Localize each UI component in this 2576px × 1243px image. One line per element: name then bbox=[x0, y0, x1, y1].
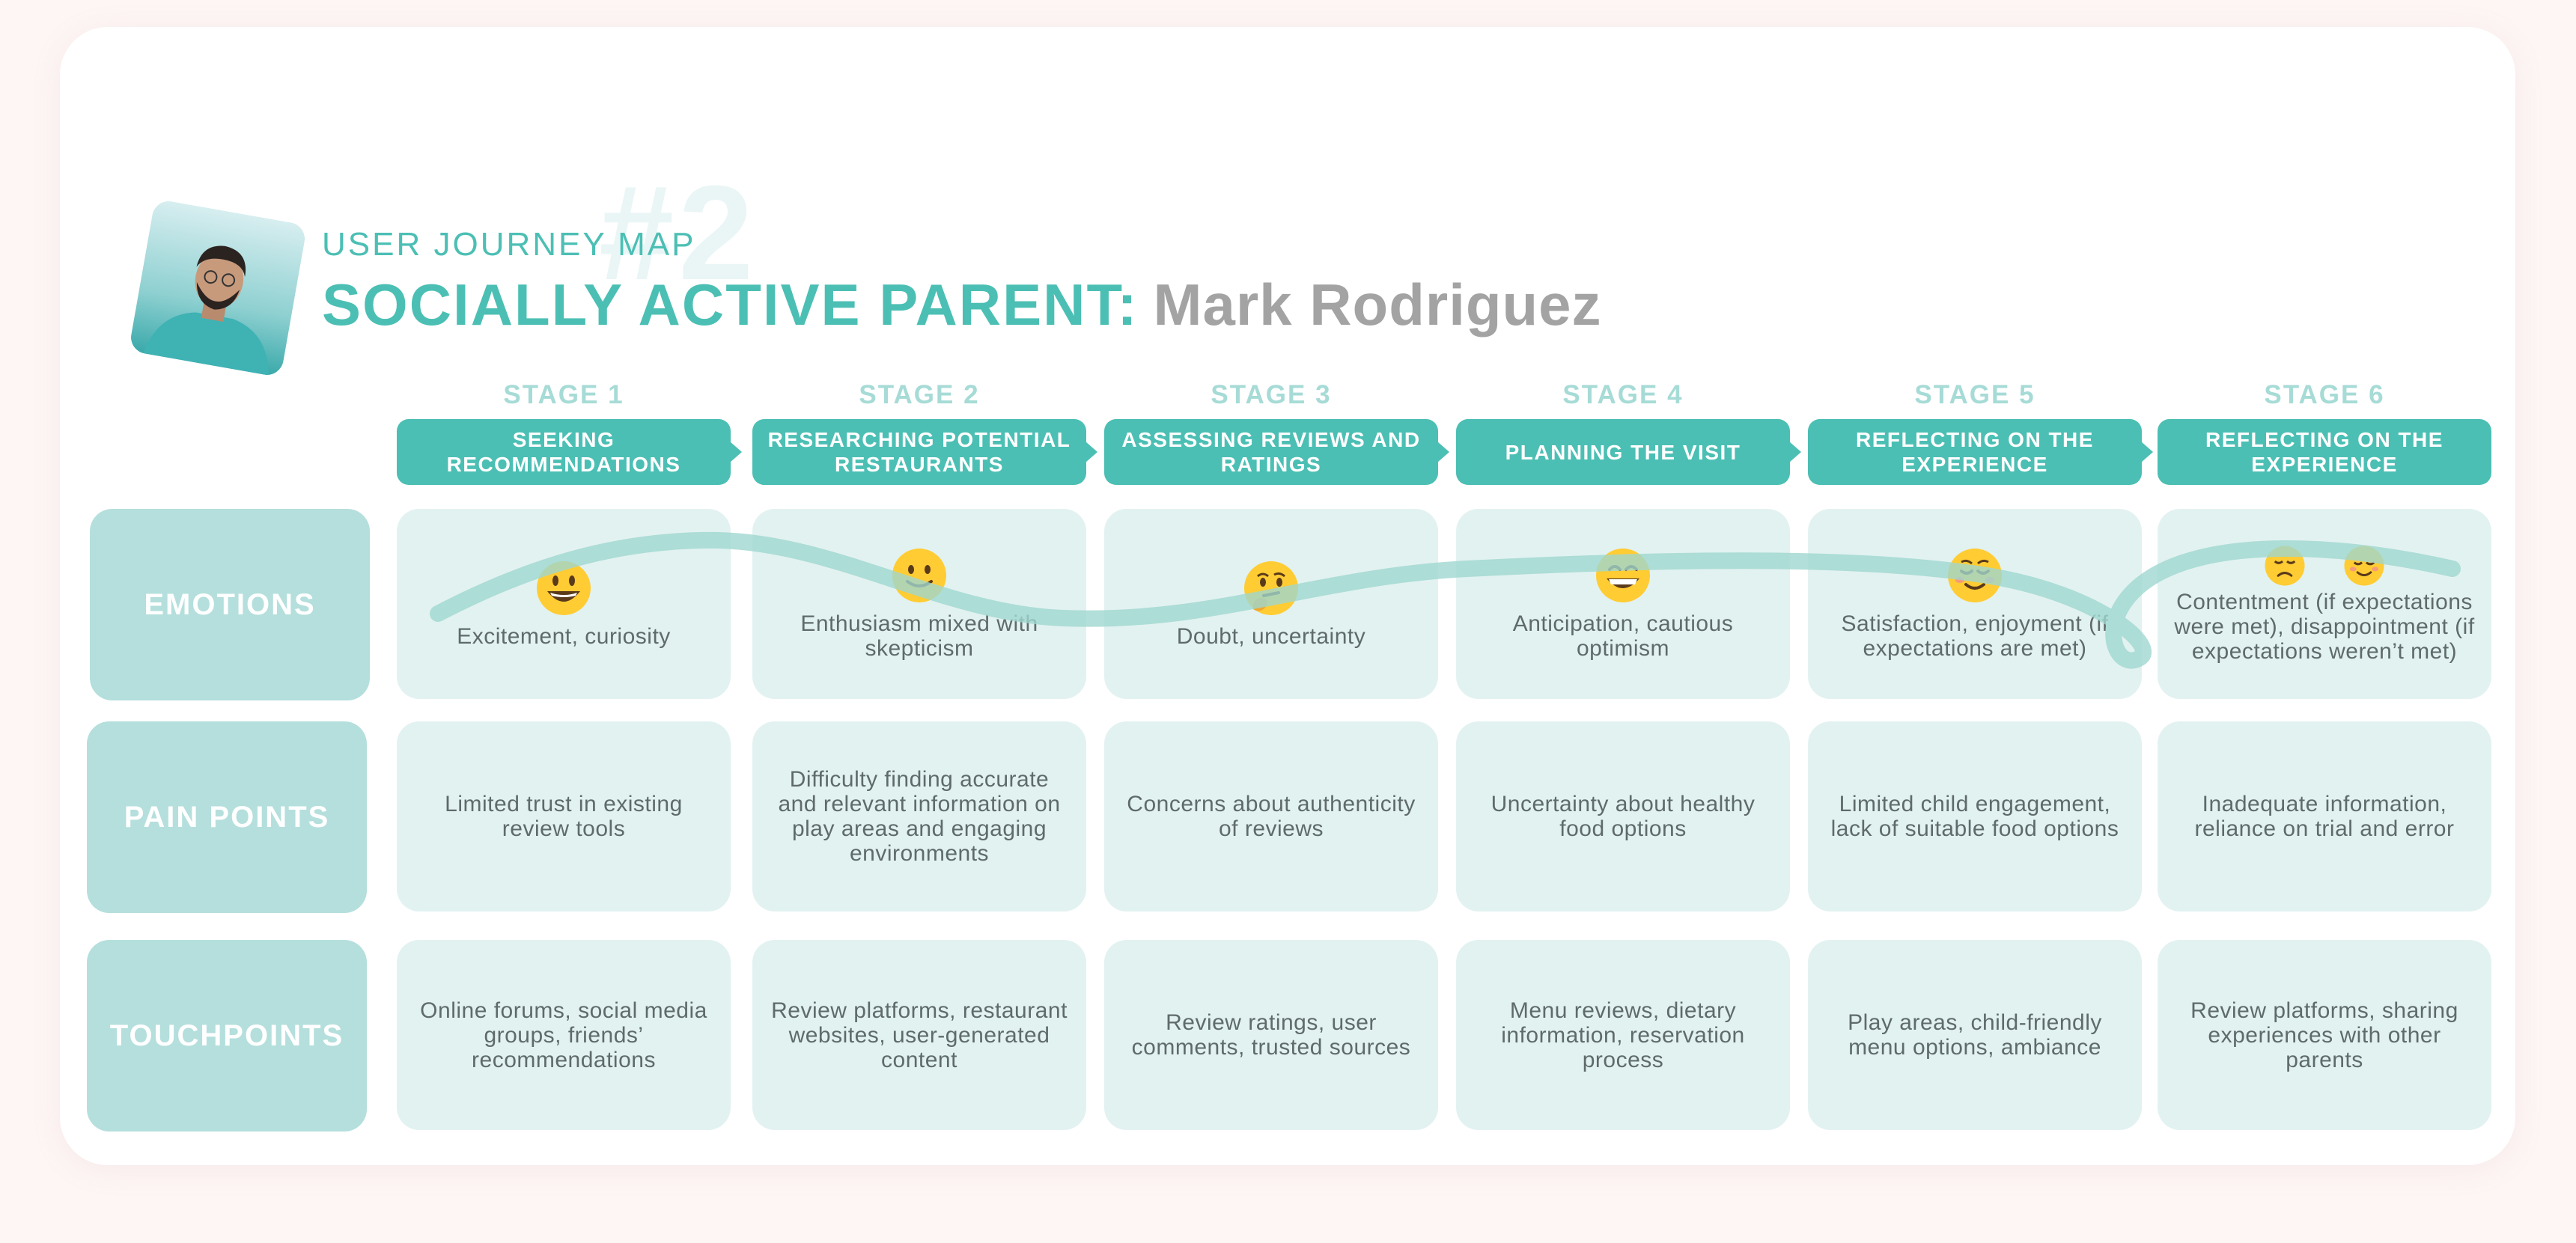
arrow-right-icon bbox=[1085, 442, 1097, 462]
emotion-text: Excitement, curiosity bbox=[457, 623, 671, 649]
emotion-text: Enthusiasm mixed with skepticism bbox=[800, 611, 1038, 661]
emotion-text: Contentment (if expectations were met), disappointment (if expectations weren’t met) bbox=[2174, 589, 2475, 664]
stage-label: STAGE 4 bbox=[1562, 380, 1684, 409]
stage-title: REFLECTING ON THE EXPERIENCE bbox=[2205, 428, 2443, 476]
stage-label: STAGE 1 bbox=[503, 380, 624, 409]
emotion-text: Satisfaction, enjoyment (if expectations are met) bbox=[1841, 611, 2109, 661]
page-subtitle: USER JOURNEY MAP bbox=[322, 226, 696, 263]
row-label-pain-points: PAIN POINTS bbox=[87, 721, 367, 913]
touchpoint-cell: Online forums, social media groups, friends’ recommendations bbox=[397, 940, 731, 1130]
pain-point-cell: Uncertainty about healthy food options bbox=[1456, 721, 1790, 911]
emotion-cell bbox=[2158, 509, 2491, 699]
stage-label: STAGE 5 bbox=[1914, 380, 2035, 409]
person-photo-icon bbox=[129, 199, 308, 378]
arrow-right-icon bbox=[2141, 442, 2153, 462]
emotion-text: Anticipation, cautious optimism bbox=[1512, 611, 1734, 661]
stage-title-box bbox=[2158, 419, 2491, 485]
persona-role: SOCIALLY ACTIVE PARENT: bbox=[322, 272, 1139, 338]
pain-point-cell: Inadequate information, reliance on trial and error bbox=[2158, 721, 2491, 911]
page-title bbox=[322, 272, 1602, 338]
stage-title: REFLECTING ON THE EXPERIENCE bbox=[1856, 428, 2094, 476]
emotion-cell bbox=[1104, 509, 1438, 699]
relieved-face-icon bbox=[1946, 547, 2003, 604]
emotion-text: Doubt, uncertainty bbox=[1176, 623, 1366, 649]
touchpoint-cell: Review ratings, user comments, trusted sources bbox=[1104, 940, 1438, 1130]
emotion-cell bbox=[1808, 509, 2142, 699]
grinning-face-icon bbox=[535, 560, 592, 617]
emotion-cell bbox=[752, 509, 1086, 699]
emotion-cell bbox=[397, 509, 731, 699]
relieved-face-icon bbox=[2343, 545, 2385, 587]
arrow-right-icon bbox=[730, 442, 742, 462]
touchpoint-cell: Play areas, child-friendly menu options, ambiance bbox=[1808, 940, 2142, 1130]
persona-avatar bbox=[129, 199, 308, 378]
stage-title: RESEARCHING POTENTIAL RESTAURANTS bbox=[767, 428, 1071, 476]
stage-title-box bbox=[752, 419, 1086, 485]
pain-point-cell: Concerns about authenticity of reviews bbox=[1104, 721, 1438, 911]
stage-label: STAGE 6 bbox=[2264, 380, 2385, 409]
pain-point-cell: Limited trust in existing review tools bbox=[397, 721, 731, 911]
emoji-pair bbox=[2264, 545, 2385, 587]
row-label-emotions: EMOTIONS bbox=[90, 509, 370, 700]
touchpoint-cell: Menu reviews, dietary information, reservation process bbox=[1456, 940, 1790, 1130]
stage-label: STAGE 3 bbox=[1211, 380, 1332, 409]
persona-name: Mark Rodriguez bbox=[1153, 272, 1602, 338]
stage-title-box bbox=[397, 419, 731, 485]
stage-label: STAGE 2 bbox=[859, 380, 980, 409]
stage-title: ASSESSING REVIEWS AND RATINGS bbox=[1121, 428, 1421, 476]
pain-point-cell: Limited child engagement, lack of suitable food options bbox=[1808, 721, 2142, 911]
stage-title-box bbox=[1808, 419, 2142, 485]
stage-title: SEEKING RECOMMENDATIONS bbox=[446, 428, 681, 476]
slightly-smiling-face-icon bbox=[891, 547, 948, 604]
touchpoint-cell: Review platforms, restaurant websites, user-generated content bbox=[752, 940, 1086, 1130]
stage-title-box bbox=[1104, 419, 1438, 485]
arrow-right-icon bbox=[1437, 442, 1449, 462]
beaming-face-icon bbox=[1595, 547, 1651, 604]
stage-title: PLANNING THE VISIT bbox=[1505, 440, 1741, 464]
touchpoint-cell: Review platforms, sharing experiences with other parents bbox=[2158, 940, 2491, 1130]
stage-title-box bbox=[1456, 419, 1790, 485]
arrow-right-icon bbox=[1789, 442, 1801, 462]
emotion-cell bbox=[1456, 509, 1790, 699]
thinking-face-icon bbox=[1243, 560, 1300, 617]
watermark-number: #2 bbox=[599, 158, 758, 308]
pain-point-cell: Difficulty finding accurate and relevant information on play areas and engaging environments bbox=[752, 721, 1086, 911]
disappointed-face-icon bbox=[2264, 545, 2306, 587]
row-label-touchpoints: TOUCHPOINTS bbox=[87, 940, 367, 1131]
